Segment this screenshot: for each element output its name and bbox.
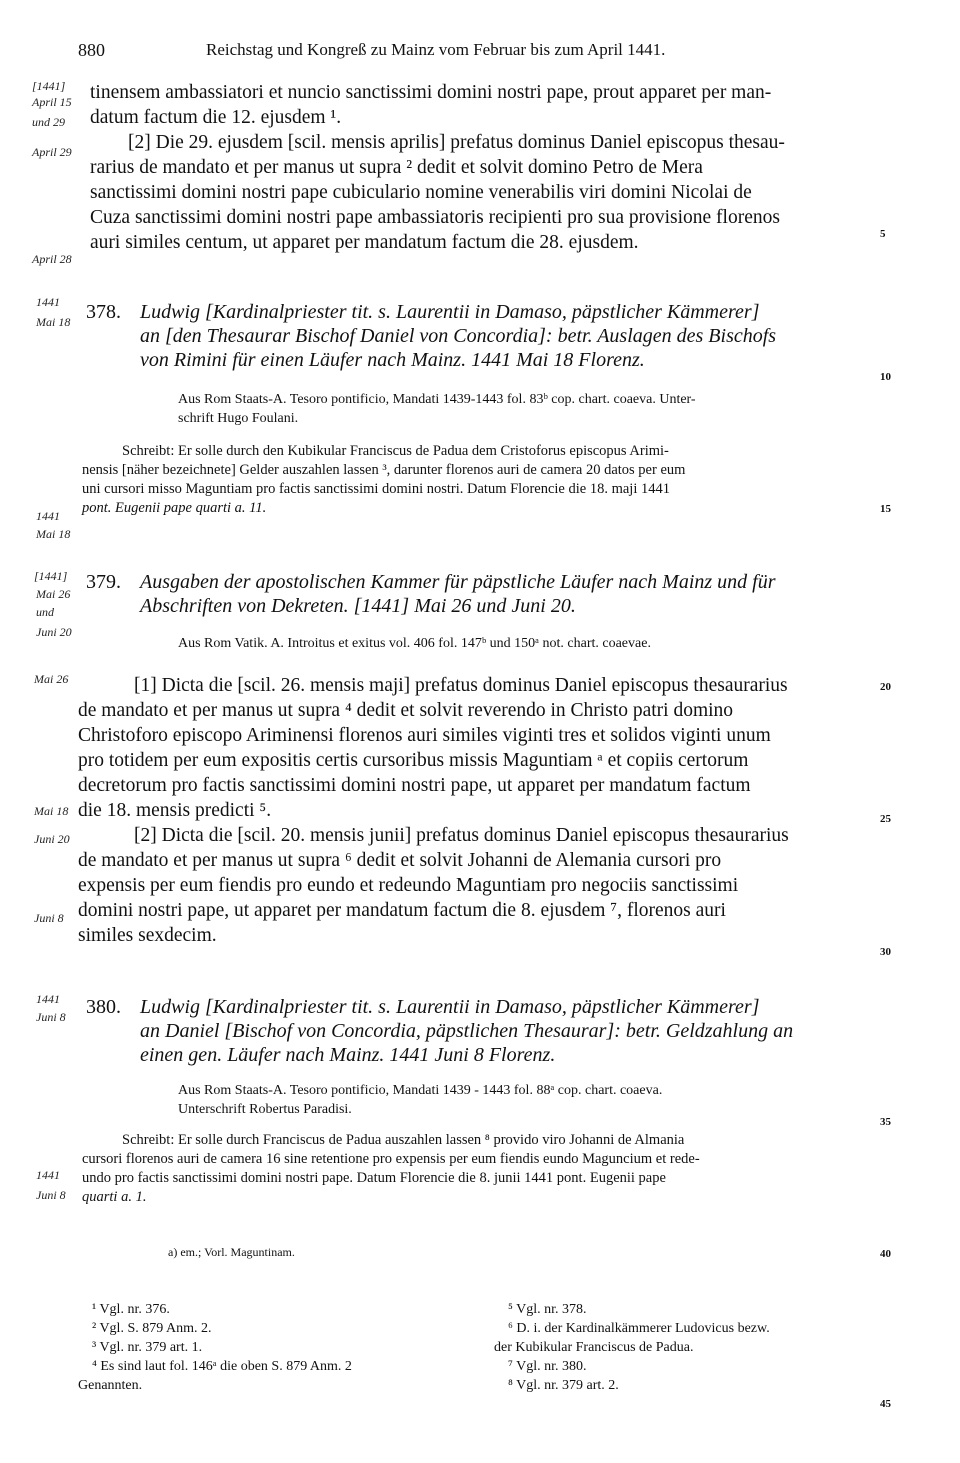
text-line: de mandato et per manus ut supra ⁶ dedit et solvit Johanni de Alemania cursori pro [78,850,722,871]
text-line: uni cursori misso Maguntiam pro factis sanctissimi domini nostri. Datum Florencie die 18. maji 1441 [82,481,670,497]
margin-note: Juni 8 [36,1188,66,1202]
footnote: ⁵ Vgl. nr. 378. [508,1302,587,1317]
text-line: [2] Dicta die [scil. 20. mensis junii] prefatus dominus Daniel episcopus thesaurarius [134,825,789,846]
footnote: ⁴ Es sind laut fol. 146ᵃ die oben S. 879 Anm. 2 [92,1359,352,1374]
heading-line: Ausgaben der apostolischen Kammer für päpstliche Läufer nach Mainz und für [140,571,776,593]
document-379 [78,570,893,948]
margin-note: April 29 [32,145,72,159]
text-line: [1] Dicta die [scil. 26. mensis maji] prefatus dominus Daniel episcopus thesaurarius [134,675,788,696]
text-line: undo pro factis sanctissimi domini nostri pape. Datum Florencie die 8. junii 1441 pont. Eugenii pape [82,1170,666,1186]
heading-line: Ludwig [Kardinalpriester tit. s. Laurentii in Damaso, päpstlicher Kämmerer] [140,301,760,323]
source-line: Aus Rom Staats-A. Tesoro pontificio, Mandati 1439-1443 fol. 83ᵇ cop. chart. coaeva. Unter- [178,392,696,407]
heading-line: an Daniel [Bischof von Concordia, päpstlichen Thesaurar]: betr. Geldzahlung an [140,1020,794,1042]
doc-379-text [78,673,893,948]
running-title: Reichstag und Kongreß zu Mainz vom Februar bis zum April 1441. [206,40,666,59]
margin-note: [1441] [34,569,68,583]
line-number: 45 [880,1398,891,1410]
heading-line: einen gen. Läufer nach Mainz. 1441 Juni 8 Florenz. [140,1044,556,1066]
doc-number: 378. [86,301,121,323]
margin-note: Mai 26 [36,587,71,601]
footnote: der Kubikular Franciscus de Padua. [494,1340,694,1355]
margin-note: Mai 18 [36,527,71,541]
footnote: ⁷ Vgl. nr. 380. [508,1359,587,1374]
doc-379-heading [78,570,893,618]
continuation-block [78,80,893,255]
heading-line: von Rimini für einen Läufer nach Mainz. 1441 Mai 18 Florenz. [140,349,645,371]
text-line: tinensem ambassiatori et nuncio sanctissimi domini nostri pape, prout apparet per man- [90,82,772,103]
margin-note: Mai 26 [34,672,69,686]
text-line: decretorum pro factis sanctissimi domini nostri pape, ut apparet per mandatum factum [78,775,751,796]
line-number: 30 [880,946,891,958]
text-line: quarti a. 1. [82,1189,147,1205]
margin-note: Juni 20 [36,625,72,639]
footnote: ² Vgl. S. 879 Anm. 2. [92,1321,212,1336]
text-line: nensis [näher bezeichnete] Gelder auszahlen lassen ³, darunter florenos auri de camera 20 datos per eum [82,462,686,478]
heading-line: Abschriften von Dekreten. [1441] Mai 26 und Juni 20. [140,595,576,617]
footnotes-left [78,1300,482,1395]
text-line: de mandato et per manus ut supra ⁴ dedit et solvit reverendo in Christo patri domino [78,700,734,721]
source-line: Unterschrift Robertus Paradisi. [178,1102,352,1117]
margin-note: Juni 20 [34,832,70,846]
margin-note: und 29 [32,115,65,129]
doc-378-source [78,390,893,428]
footnote: Genannten. [78,1378,143,1393]
source-line: Aus Rom Vatik. A. Introitus et exitus vol. 406 fol. 147ᵇ und 150ᵃ not. chart. coaevae. [178,636,651,651]
source-line: Aus Rom Staats-A. Tesoro pontificio, Mandati 1439 - 1443 fol. 88ᵃ cop. chart. coaeva. [178,1083,663,1098]
line-number: 15 [880,503,891,515]
text-line: Schreibt: Er solle durch den Kubikular Franciscus de Padua dem Cristoforus episcopus Arimi- [122,443,669,459]
margin-note: 1441 [36,1168,60,1182]
doc-378-text [78,442,893,518]
text-line: pont. Eugenii pape quarti a. 11. [82,500,267,516]
doc-380-source [78,1081,893,1119]
footnote: ⁶ D. i. der Kardinalkämmerer Ludovicus bezw. [508,1321,770,1336]
text-line: cursori florenos auri de camera 16 sine retentione pro expensis per eum fiendis eundo Maguncium et rede- [82,1151,700,1167]
line-number: 40 [880,1248,891,1260]
document-380 [78,995,893,1207]
heading-line: Ludwig [Kardinalpriester tit. s. Laurentii in Damaso, päpstlicher Kämmerer] [140,996,760,1018]
text-line: auri similes centum, ut apparet per mandatum factum die 28. ejusdem. [90,232,639,253]
footnotes-right [494,1300,888,1395]
line-number: 25 [880,813,891,825]
margin-note: 1441 [36,295,60,309]
text-line: domini nostri pape, ut apparet per mandatum factum die 8. ejusdem ⁷, florenos auri [78,900,726,921]
line-number: 35 [880,1116,891,1128]
text-line: Cuza sanctissimi domini nostri pape ambassiatoris recipienti pro sua provisione florenos [90,207,780,228]
margin-note: April 28 [32,252,72,266]
page-number: 880 [78,40,105,60]
text-line: die 18. mensis predicti ⁵. [78,800,272,821]
doc-378-heading [78,300,893,372]
text-line: Schreibt: Er solle durch Franciscus de Padua auszahlen lassen ⁸ provido viro Johanni de Almania [122,1132,685,1148]
footnote: ³ Vgl. nr. 379 art. 1. [92,1340,203,1355]
heading-line: an [den Thesaurar Bischof Daniel von Concordia]: betr. Auslagen des Bischofs [140,325,777,347]
line-number: 20 [880,681,891,693]
text-line: [2] Die 29. ejusdem [scil. mensis aprilis] prefatus dominus Daniel episcopus thesau- [128,132,785,153]
text-line: Christoforo episcopo Ariminensi florenos auri similes viginti tres et solidos viginti unum [78,725,771,746]
margin-note: Juni 8 [34,911,64,925]
doc-number: 379. [86,571,121,593]
footnote: ⁸ Vgl. nr. 379 art. 2. [508,1378,619,1393]
margin-note: und [36,605,54,619]
text-line: datum factum die 12. ejusdem ¹. [90,107,342,128]
doc-number: 380. [86,996,121,1018]
text-line: sanctissimi domini nostri pape cubiculario nomine venerabilis viri domini Nicolai de [90,182,752,203]
margin-note: [1441] [32,79,66,93]
document-378 [78,300,893,518]
line-number: 10 [880,371,891,383]
footnote: ¹ Vgl. nr. 376. [92,1302,170,1317]
text-line: pro totidem per eum expositis certis cursoribus missis Maguntiam ᵃ et copiis certorum [78,750,749,771]
margin-note: 1441 [36,509,60,523]
doc-379-source [78,634,893,653]
margin-note: Mai 18 [34,804,69,818]
margin-note: 1441 [36,992,60,1006]
line-number: 5 [880,228,886,240]
margin-note: April 15 [32,95,72,109]
apparatus-note: a) em.; Vorl. Maguntinam. [168,1245,295,1259]
margin-note: Mai 18 [36,315,71,329]
source-line: schrift Hugo Foulani. [178,411,299,426]
margin-note: Juni 8 [36,1010,66,1024]
doc-380-text [78,1131,893,1207]
doc-380-heading [78,995,893,1067]
text-line: rarius de mandato et per manus ut supra ² dedit et solvit domino Petro de Mera [90,157,703,178]
text-line: expensis per eum fiendis pro eundo et redeundo Maguntiam pro negociis sanctissimi [78,875,739,896]
text-line: similes sexdecim. [78,925,217,946]
